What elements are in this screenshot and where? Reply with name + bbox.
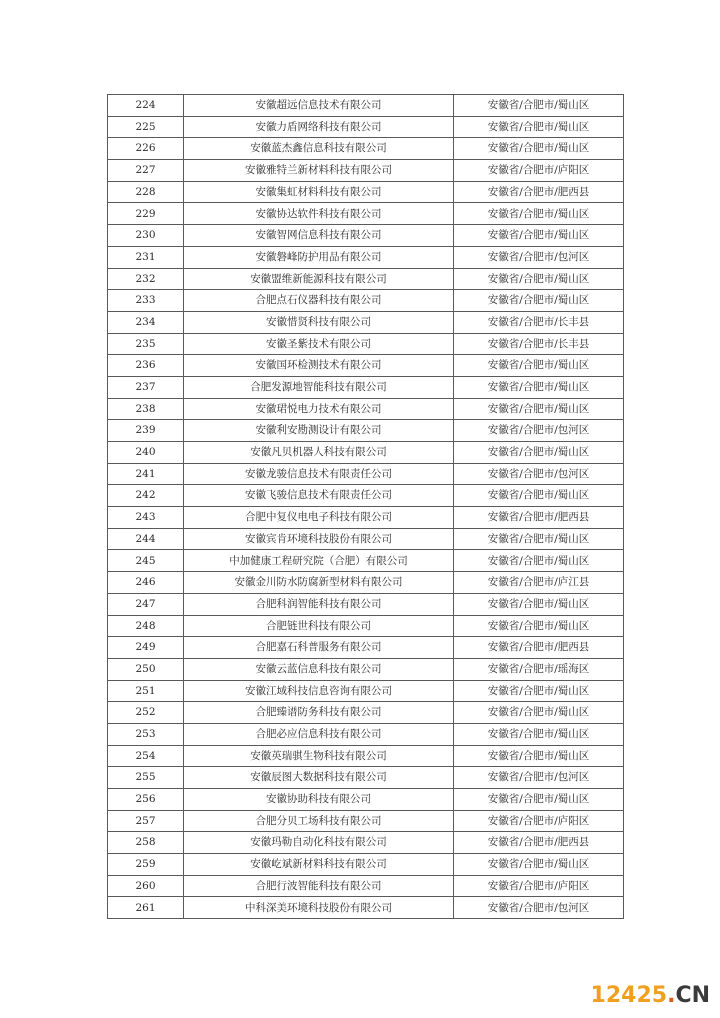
table-row <box>108 398 624 420</box>
company-name-cell: 中科深美环境科技股份有限公司 <box>184 897 454 919</box>
location-cell: 安徽省/合肥市/蜀山区 <box>454 95 624 117</box>
table-row <box>108 528 624 550</box>
row-number-cell: 224 <box>108 95 184 117</box>
row-number-cell: 259 <box>108 854 184 876</box>
row-number-cell: 249 <box>108 637 184 659</box>
company-list-table <box>107 94 624 919</box>
company-name-cell: 安徽英瑞骐生物科技有限公司 <box>184 745 454 767</box>
company-name-cell: 安徽辰图大数据科技有限公司 <box>184 767 454 789</box>
table-row <box>108 311 624 333</box>
company-name-cell: 安徽龙骏信息技术有限责任公司 <box>184 463 454 485</box>
table-row <box>108 507 624 529</box>
row-number-cell: 261 <box>108 897 184 919</box>
row-number-cell: 227 <box>108 160 184 182</box>
company-name-cell: 安徽飞骏信息技术有限责任公司 <box>184 485 454 507</box>
table-row <box>108 723 624 745</box>
company-name-cell: 安徽云蓝信息科技有限公司 <box>184 658 454 680</box>
location-cell: 安徽省/合肥市/蜀山区 <box>454 528 624 550</box>
row-number-cell: 243 <box>108 507 184 529</box>
row-number-cell: 230 <box>108 225 184 247</box>
row-number-cell: 250 <box>108 658 184 680</box>
location-cell: 安徽省/合肥市/蜀山区 <box>454 376 624 398</box>
row-number-cell: 240 <box>108 442 184 464</box>
company-name-cell: 安徽智网信息科技有限公司 <box>184 225 454 247</box>
company-name-cell: 安徽玛勒自动化科技有限公司 <box>184 832 454 854</box>
location-cell: 安徽省/合肥市/蜀山区 <box>454 442 624 464</box>
location-cell: 安徽省/合肥市/肥西县 <box>454 832 624 854</box>
location-cell: 安徽省/合肥市/蜀山区 <box>454 854 624 876</box>
location-cell: 安徽省/合肥市/蜀山区 <box>454 745 624 767</box>
company-name-cell: 安徽磐峰防护用品有限公司 <box>184 246 454 268</box>
location-cell: 安徽省/合肥市/蜀山区 <box>454 593 624 615</box>
table-row <box>108 897 624 919</box>
location-cell: 安徽省/合肥市/蜀山区 <box>454 680 624 702</box>
location-cell: 安徽省/合肥市/肥西县 <box>454 637 624 659</box>
row-number-cell: 225 <box>108 116 184 138</box>
site-watermark-logo <box>591 983 710 1008</box>
row-number-cell: 236 <box>108 355 184 377</box>
row-number-cell: 251 <box>108 680 184 702</box>
location-cell: 安徽省/合肥市/包河区 <box>454 420 624 442</box>
company-name-cell: 合肥臻谱防务科技有限公司 <box>184 702 454 724</box>
company-name-cell: 安徽力盾网络科技有限公司 <box>184 116 454 138</box>
company-name-cell: 安徽屹斌新材料科技有限公司 <box>184 854 454 876</box>
location-cell: 安徽省/合肥市/蜀山区 <box>454 789 624 811</box>
table-row <box>108 376 624 398</box>
row-number-cell: 245 <box>108 550 184 572</box>
table-row <box>108 160 624 182</box>
table-row <box>108 333 624 355</box>
table-row <box>108 550 624 572</box>
location-cell: 安徽省/合肥市/包河区 <box>454 767 624 789</box>
location-cell: 安徽省/合肥市/包河区 <box>454 463 624 485</box>
row-number-cell: 238 <box>108 398 184 420</box>
row-number-cell: 231 <box>108 246 184 268</box>
company-name-cell: 合肥嘉石科普服务有限公司 <box>184 637 454 659</box>
company-name-cell: 安徽凡贝机器人科技有限公司 <box>184 442 454 464</box>
table-body <box>108 95 624 919</box>
table-row <box>108 875 624 897</box>
watermark-dot: . <box>667 983 676 1008</box>
company-name-cell: 安徽珺悦电力技术有限公司 <box>184 398 454 420</box>
row-number-cell: 254 <box>108 745 184 767</box>
row-number-cell: 256 <box>108 789 184 811</box>
row-number-cell: 248 <box>108 615 184 637</box>
watermark-number: 12425 <box>590 983 668 1008</box>
table-row <box>108 203 624 225</box>
location-cell: 安徽省/合肥市/蜀山区 <box>454 550 624 572</box>
company-name-cell: 安徽雅特兰新材料科技有限公司 <box>184 160 454 182</box>
table-row <box>108 637 624 659</box>
table-row <box>108 268 624 290</box>
location-cell: 安徽省/合肥市/蜀山区 <box>454 138 624 160</box>
table-row <box>108 463 624 485</box>
company-name-cell: 安徽圣紫技术有限公司 <box>184 333 454 355</box>
row-number-cell: 234 <box>108 311 184 333</box>
row-number-cell: 241 <box>108 463 184 485</box>
table-row <box>108 420 624 442</box>
table-row <box>108 680 624 702</box>
table-row <box>108 658 624 680</box>
row-number-cell: 232 <box>108 268 184 290</box>
row-number-cell: 229 <box>108 203 184 225</box>
company-name-cell: 合肥中复仪电电子科技有限公司 <box>184 507 454 529</box>
location-cell: 安徽省/合肥市/庐阳区 <box>454 875 624 897</box>
location-cell: 安徽省/合肥市/蜀山区 <box>454 398 624 420</box>
table-row <box>108 593 624 615</box>
row-number-cell: 244 <box>108 528 184 550</box>
row-number-cell: 260 <box>108 875 184 897</box>
company-name-cell: 安徽蓝杰鑫信息科技有限公司 <box>184 138 454 160</box>
company-name-cell: 安徽集虹材料科技有限公司 <box>184 181 454 203</box>
table-row <box>108 702 624 724</box>
location-cell: 安徽省/合肥市/蜀山区 <box>454 355 624 377</box>
company-name-cell: 安徽利安勘测设计有限公司 <box>184 420 454 442</box>
location-cell: 安徽省/合肥市/蜀山区 <box>454 723 624 745</box>
company-name-cell: 安徽盟维新能源科技有限公司 <box>184 268 454 290</box>
row-number-cell: 228 <box>108 181 184 203</box>
company-name-cell: 合肥链世科技有限公司 <box>184 615 454 637</box>
row-number-cell: 253 <box>108 723 184 745</box>
row-number-cell: 237 <box>108 376 184 398</box>
company-name-cell: 安徽江域科技信息咨询有限公司 <box>184 680 454 702</box>
location-cell: 安徽省/合肥市/蜀山区 <box>454 485 624 507</box>
company-name-cell: 合肥发源地智能科技有限公司 <box>184 376 454 398</box>
location-cell: 安徽省/合肥市/蜀山区 <box>454 203 624 225</box>
location-cell: 安徽省/合肥市/庐阳区 <box>454 810 624 832</box>
row-number-cell: 258 <box>108 832 184 854</box>
company-name-cell: 合肥科润智能科技有限公司 <box>184 593 454 615</box>
row-number-cell: 235 <box>108 333 184 355</box>
table-row <box>108 138 624 160</box>
location-cell: 安徽省/合肥市/包河区 <box>454 246 624 268</box>
location-cell: 安徽省/合肥市/蜀山区 <box>454 615 624 637</box>
location-cell: 安徽省/合肥市/长丰县 <box>454 333 624 355</box>
row-number-cell: 247 <box>108 593 184 615</box>
location-cell: 安徽省/合肥市/蜀山区 <box>454 225 624 247</box>
table-row <box>108 116 624 138</box>
row-number-cell: 233 <box>108 290 184 312</box>
location-cell: 安徽省/合肥市/包河区 <box>454 897 624 919</box>
row-number-cell: 226 <box>108 138 184 160</box>
row-number-cell: 255 <box>108 767 184 789</box>
company-name-cell: 合肥行波智能科技有限公司 <box>184 875 454 897</box>
location-cell: 安徽省/合肥市/蜀山区 <box>454 116 624 138</box>
row-number-cell: 246 <box>108 572 184 594</box>
company-name-cell: 安徽国环检测技术有限公司 <box>184 355 454 377</box>
location-cell: 安徽省/合肥市/蜀山区 <box>454 268 624 290</box>
row-number-cell: 252 <box>108 702 184 724</box>
company-name-cell: 合肥必应信息科技有限公司 <box>184 723 454 745</box>
row-number-cell: 257 <box>108 810 184 832</box>
company-name-cell: 安徽金川防水防腐新型材料有限公司 <box>184 572 454 594</box>
company-name-cell: 安徽宾肯环境科技股份有限公司 <box>184 528 454 550</box>
location-cell: 安徽省/合肥市/肥西县 <box>454 181 624 203</box>
table-row <box>108 355 624 377</box>
company-name-cell: 安徽协助科技有限公司 <box>184 789 454 811</box>
company-name-cell: 安徽超远信息技术有限公司 <box>184 95 454 117</box>
company-name-cell: 安徽惜贤科技有限公司 <box>184 311 454 333</box>
company-name-cell: 合肥点石仪器科技有限公司 <box>184 290 454 312</box>
location-cell: 安徽省/合肥市/蜀山区 <box>454 290 624 312</box>
location-cell: 安徽省/合肥市/蜀山区 <box>454 702 624 724</box>
table-row <box>108 442 624 464</box>
table-row <box>108 290 624 312</box>
table-row <box>108 225 624 247</box>
row-number-cell: 239 <box>108 420 184 442</box>
table-row <box>108 854 624 876</box>
table-row <box>108 485 624 507</box>
company-list-table-container <box>107 94 623 919</box>
table-row <box>108 572 624 594</box>
table-row <box>108 810 624 832</box>
table-row <box>108 246 624 268</box>
table-row <box>108 832 624 854</box>
location-cell: 安徽省/合肥市/长丰县 <box>454 311 624 333</box>
company-name-cell: 合肥分贝工场科技有限公司 <box>184 810 454 832</box>
location-cell: 安徽省/合肥市/瑶海区 <box>454 658 624 680</box>
company-name-cell: 安徽协达软件科技有限公司 <box>184 203 454 225</box>
table-row <box>108 767 624 789</box>
table-row <box>108 181 624 203</box>
location-cell: 安徽省/合肥市/庐阳区 <box>454 160 624 182</box>
location-cell: 安徽省/合肥市/庐江县 <box>454 572 624 594</box>
row-number-cell: 242 <box>108 485 184 507</box>
table-row <box>108 95 624 117</box>
table-row <box>108 615 624 637</box>
table-row <box>108 789 624 811</box>
watermark-cn: CN <box>675 983 710 1008</box>
table-row <box>108 745 624 767</box>
location-cell: 安徽省/合肥市/肥西县 <box>454 507 624 529</box>
company-name-cell: 中加健康工程研究院（合肥）有限公司 <box>184 550 454 572</box>
